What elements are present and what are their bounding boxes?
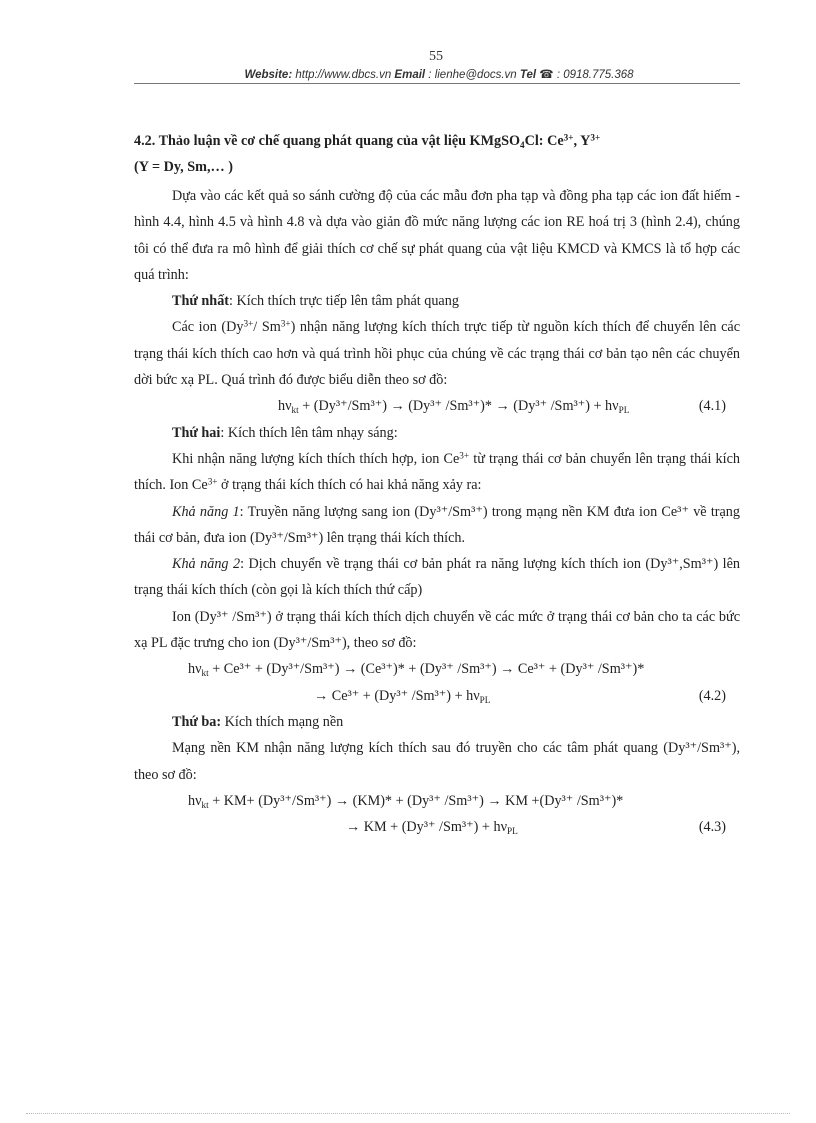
website-label: Website:: [244, 69, 293, 81]
first-label-line: Thứ nhất: Kích thích trực tiếp lên tâm phát quang: [172, 293, 459, 310]
ion-paragraph: Ion (Dy³⁺ /Sm³⁺) ở trạng thái kích thích dịch chuyển về các mức ở trạng thái cơ bản cho ta các bức xạ PL đặc trưng cho ion (Dy³⁺/Sm³⁺), theo sơ đồ:: [134, 608, 740, 652]
section-heading: 4.2. Thảo luận về cơ chế quang phát quang của vật liệu KMgSO$_4$Cl: $Ce^{3+}$, $Y^{3+}$ (Y = Dy, Sm,… ): [134, 132, 601, 175]
equation-4-3-line2: → KM + (Dy³⁺ $/Sm^{3+}) + h\nu_{PL}$ (4.3): [134, 814, 740, 840]
site-header: [0, 67, 816, 81]
page-number: 55: [429, 49, 443, 64]
case-2-paragraph: Khả năng 2: Dịch chuyển về trạng thái cơ bản phát ra năng lượng kích thích ion (Dy³⁺,Sm³⁺) lên trạng thái kích thích (còn gọi là kích thích thứ cấp): [134, 556, 740, 599]
footer-dotted-rule: [26, 1113, 790, 1114]
case-1-paragraph: Khả năng 1: Truyền năng lượng sang ion (Dy³⁺/Sm³⁺) trong mạng nền KM đưa ion Ce³⁺ về trạng thái cơ bản, đưa ion (Dy³⁺/Sm³⁺) lên trạng thái kích thích.: [134, 503, 740, 546]
intro-paragraph: Dựa vào các kết quả so sánh cường độ của các mẫu đơn pha tạp và đồng pha tạp các ion đất hiếm - hình 4.4, hình 4.5 và hình 4.8 và dựa vào giản đồ mức năng lượng các ion RE hoá trị 3 (hình 2.4), chúng tôi có thể đưa ra mô hình để giải thích cơ chế sự phát quang của vật liệu KMCD và KMCS là tổ hợp các quá trình:: [134, 188, 740, 283]
equation-number-4-2: (4.2): [698, 687, 726, 704]
third-paragraph: Mạng nền KM nhận năng lượng kích thích sau đó truyền cho các tâm phát quang (Dy³⁺/Sm³⁺), theo sơ đồ:: [134, 740, 740, 783]
equation-4-2-line2: → Ce³⁺ + (Dy³⁺ $/Sm^{3+}) + h\nu_{PL}$ (4.2): [134, 683, 740, 709]
phone-icon: ☎: [539, 69, 554, 81]
tel-value: : 0918.775.368: [553, 69, 634, 81]
email-label: Email: [394, 69, 426, 81]
email-value[interactable]: : lienhe@docs.vn: [425, 69, 520, 81]
website-url[interactable]: http://www.dbcs.vn: [292, 69, 395, 81]
equation-4-1: $h\nu_{kt} + (Dy^{3+}/Sm^{3+}) \to (Dy^{3+}$ /Sm³⁺)* → (Dy³⁺ $/Sm^{3+}) + h\nu_{PL}$ (4.1): [134, 393, 740, 419]
second-paragraph: Khi nhận năng lượng kích thích thích hợp, ion $Ce^{3+}$ từ trạng thái cơ bản chuyển lên trạng thái kích thích. Ion $Ce^{3+}$ ở trạng thái kích thích có hai khả năng xảy ra:: [134, 450, 740, 494]
document-body: [134, 128, 740, 840]
equation-4-2-line1: $h\nu_{kt} + Ce^{3+} + (Dy^{3+}/Sm^{3+}) \to (Ce^{3+})* + (Dy^{3+}$ /Sm³⁺) → Ce³⁺ + (Dy³⁺ /Sm³⁺)*: [188, 661, 645, 679]
third-label-line: Thứ ba: Kích thích mạng nền: [172, 713, 344, 730]
tel-label: Tel: [519, 69, 537, 81]
header-rule: [134, 83, 740, 84]
equation-number-4-3: (4.3): [698, 819, 726, 836]
section-heading-line2: (Y = Dy, Sm,… ): [134, 159, 233, 175]
second-label-line: Thứ hai: Kích thích lên tâm nhạy sáng:: [172, 424, 398, 441]
equation-4-3-line1: $h\nu_{kt} + KM+ (Dy^{3+}/Sm^{3+}) \to (KM)* + (Dy^{3+}$ /Sm³⁺) → KM +(Dy³⁺ /Sm³⁺)*: [188, 792, 624, 811]
first-paragraph: Các ion ($Dy^{3+}/$ $Sm^{3+}$) nhận năng lượng kích thích trực tiếp từ nguồn kích thích để chuyển lên các trạng thái kích thích cao hơn và quá trình hồi phục của chúng về các trạng thái cơ bản tạo nên các chuyển dời bức xạ PL. Quá trình đó được biểu diễn theo sơ đồ:: [134, 318, 741, 389]
equation-number-4-1: (4.1): [698, 398, 726, 415]
